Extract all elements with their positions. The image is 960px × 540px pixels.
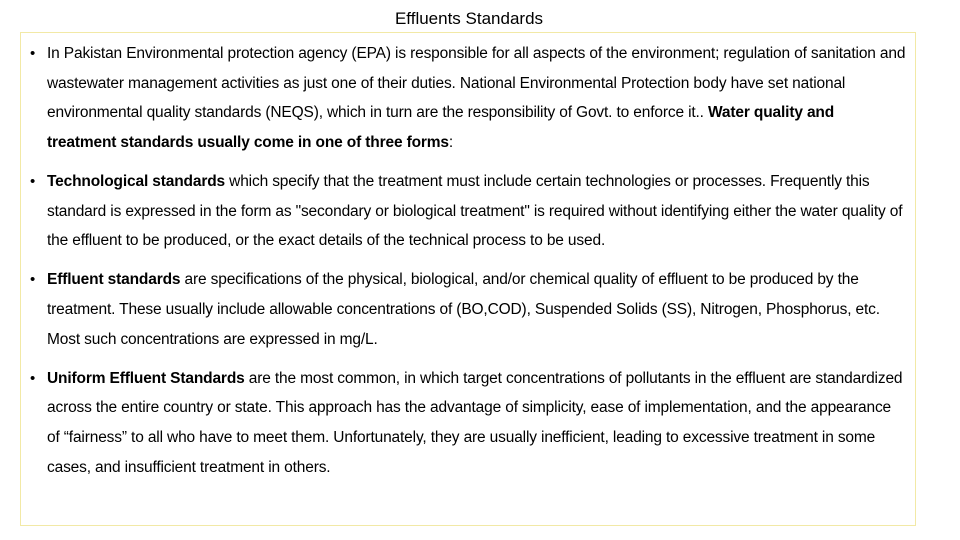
bullet-text: : [448, 133, 454, 151]
bullet-dot-icon: • [30, 271, 36, 289]
bullet-dot-icon: • [30, 172, 36, 190]
bullet-item-technological-standards [29, 167, 907, 256]
bullet-text: are the most common, in which target concentrations of pollutants in the effluent are standardized across the entire country or state. This approach has the advantage of simplicity, ease of implementation, and the appearance of “fairness” to all who have to meet them. Unfortunately, they are usually inefficient, leading to excessive treatment in some cases, and insufficient treatment in others. [47, 369, 903, 476]
bullet-text: which specify that the treatment must include certain technologies or processes. Frequently this standard is expressed in the form as "secondary or biological treatment" is required without identifying either the water quality of the effluent to be produced, or the exact details of the technical process to be used. [47, 172, 903, 250]
bullet-bold-text: Water quality and treatment standards usually come in one of three forms [47, 104, 835, 151]
bullet-bold-text: Technological standards [47, 172, 225, 190]
slide-title: Effluents Standards [394, 9, 544, 28]
bullet-item-effluent-standards [29, 265, 907, 354]
bullet-bold-text: Uniform Effluent Standards [47, 369, 245, 387]
bullet-list [29, 39, 907, 482]
bullet-item-epa [29, 39, 907, 157]
bullet-item-uniform-effluent-standards [29, 364, 907, 482]
bullet-dot-icon: • [30, 45, 36, 62]
content-box [20, 32, 916, 526]
bullet-dot-icon: • [30, 369, 36, 387]
bullet-text: are specifications of the physical, biological, and/or chemical quality of effluent to be produced by the treatment. These usually include allowable concentrations of (BO,COD), Suspended Solids (SS), Nitrogen, Phosphorus, etc. Most such concentrations are expressed in mg/L. [47, 271, 880, 348]
bullet-text: In Pakistan Environmental protection agency (EPA) is responsible for all aspects of the environment; regulation of sanitation and wastewater management activities as just one of their duties. National Environmental Protection body have set national environmental quality standards (NEQS), which in turn are the responsibility of Govt. to enforce it.. [47, 45, 906, 122]
bullet-bold-text: Effluent standards [47, 271, 181, 289]
